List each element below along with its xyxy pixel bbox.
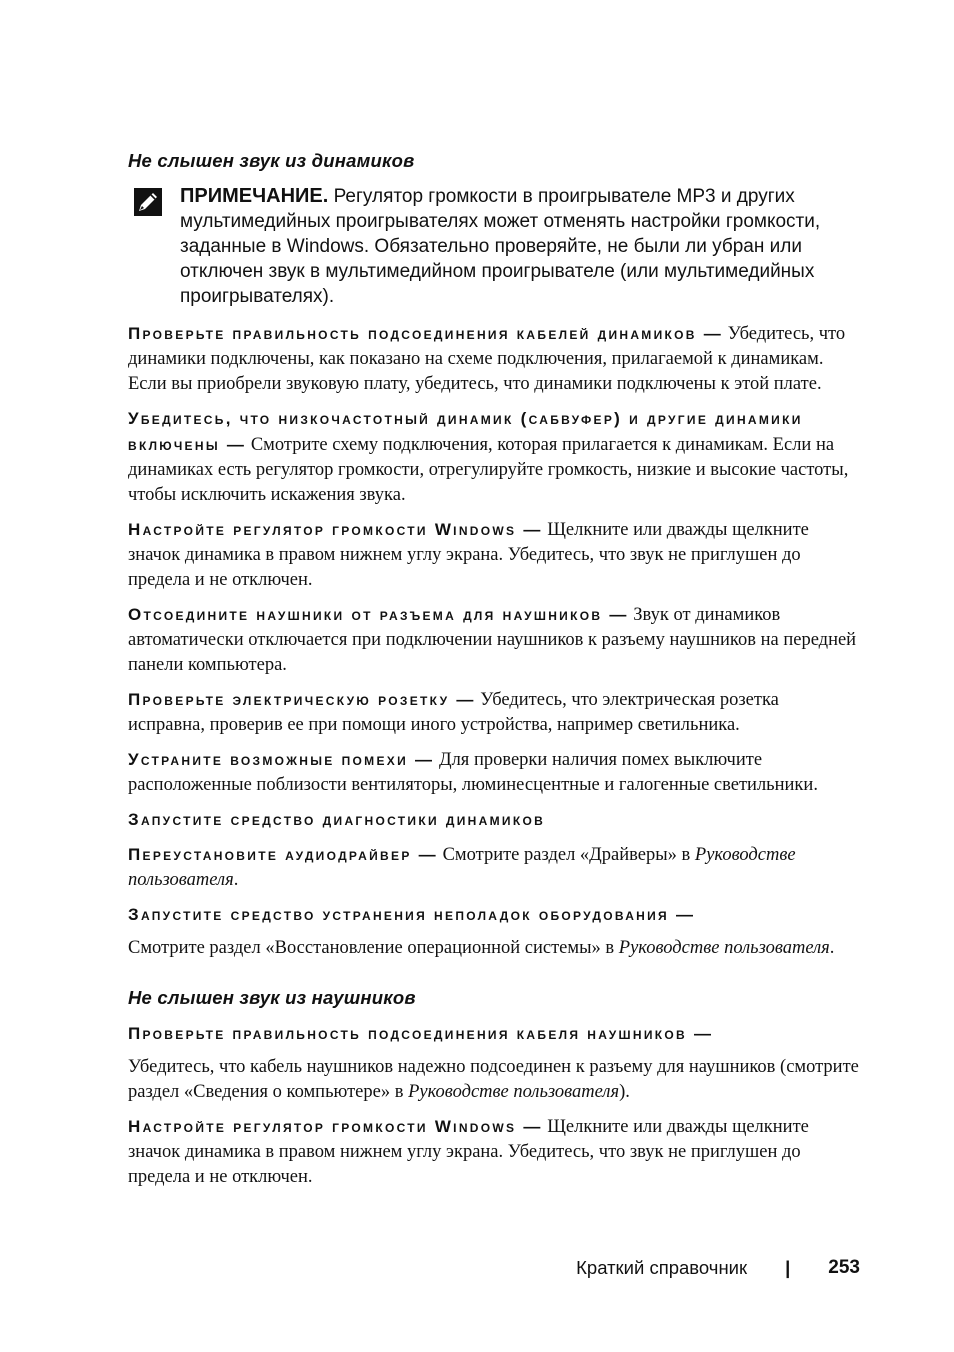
page-number: 253 [828, 1257, 860, 1278]
entry-italic-ref: Руководстве пользователя [128, 845, 796, 890]
entry-body: Щелкните или дважды щелкните значок динамика в правом нижнем углу экрана. Убедитесь, что звук не приглушен до предела и не отключен. [128, 1117, 809, 1187]
page-footer [576, 1257, 860, 1279]
section-title-speakers: Не слышен звук из динамиков [128, 150, 415, 171]
entry-5 [128, 747, 860, 798]
entry-headphone-volume [128, 1114, 860, 1190]
entry-2 [128, 517, 860, 593]
entry-4 [128, 687, 860, 738]
entry-body: Убедитесь, что кабель наушников надежно подсоединен к разъему для наушников (смотрите раздел «Сведения о компьютере» в [128, 1057, 859, 1102]
entry-heading: Проверьте правильность подсоединения кабелей динамиков — [128, 324, 724, 343]
entry-italic-ref: Руководстве пользователя [618, 938, 830, 958]
entry-troubleshooter [128, 902, 860, 961]
entry-heading: Запустите средство диагностики динамиков [128, 810, 546, 829]
entry-3 [128, 602, 860, 678]
entry-heading: Проверьте правильность подсоединения кабеля наушников — [128, 1024, 714, 1043]
entry-heading: Убедитесь, что низкочастотный динамик (сабвуфер) и другие динамики включены — [128, 409, 803, 454]
note-body: Регулятор громкости в проигрывателе MP3 и других мультимедийных проигрывателях может отменять настройки громкости, заданные в Windows. Обязательно проверяйте, не были ли убран или отключен звук в мультимедийном проигрывателе (или мультимедийных проигрывателях). [180, 186, 821, 307]
entry-italic-ref: Руководстве пользователя [408, 1082, 620, 1102]
entry-body: Убедитесь, что электрическая розетка исправна, проверив ее при помощи иного устройства, например светильника. [128, 690, 779, 735]
entry-heading: Устраните возможные помехи — [128, 750, 435, 769]
entry-heading: Отсоедините наушники от разъема для наушников — [128, 605, 629, 624]
footer-separator: | [785, 1257, 791, 1278]
entry-body: Смотрите схему подключения, которая прилагается к динамикам. Если на динамиках есть регулятор громкости, отрегулируйте громкость, низкие и высокие частоты, чтобы исключить искажения звука. [128, 435, 849, 505]
entry-heading: Запустите средство устранения неполадок оборудования — [128, 905, 696, 924]
entry-1 [128, 406, 860, 508]
section-title-headphones: Не слышен звук из наушников [128, 987, 416, 1008]
entry-body: Убедитесь, что динамики подключены, как показано на схеме подключения, прилагаемой к динамикам. Если вы приобрели звуковую плату, убедитесь, что динамики подключены к этой плате. [128, 324, 846, 394]
entry-diagnostics [128, 807, 860, 833]
entry-headphone-cable [128, 1021, 860, 1105]
entry-0 [128, 321, 860, 397]
note-block [128, 184, 860, 309]
entry-heading: Настройте регулятор громкости Windows — [128, 520, 543, 539]
pencil-note-icon [134, 188, 162, 216]
entry-body: Для проверки наличия помех выключите расположенные поблизости вентиляторы, люминесцентные и галогенные светильники. [128, 750, 818, 795]
entry-heading: Настройте регулятор громкости Windows — [128, 1117, 543, 1136]
entry-heading: Проверьте электрическую розетку — [128, 690, 476, 709]
page-content [128, 150, 860, 1199]
entry-body: Щелкните или дважды щелкните значок динамика в правом нижнем углу экрана. Убедитесь, что звук не приглушен до предела и не отключен. [128, 520, 809, 590]
entry-end: . [233, 870, 239, 890]
note-text [180, 184, 860, 309]
footer-book-title: Краткий справочник [576, 1257, 748, 1278]
entry-body: Звук от динамиков автоматически отключается при подключении наушников к разъему наушников на передней панели компьютера. [128, 605, 857, 675]
entry-end: . [829, 938, 835, 958]
note-label: ПРИМЕЧАНИЕ. [180, 185, 329, 207]
entry-end: ). [619, 1082, 630, 1102]
entry-body: Смотрите раздел «Драйверы» в [437, 845, 695, 865]
entry-body: Смотрите раздел «Восстановление операционной системы» в [128, 938, 619, 958]
entry-driver [128, 842, 860, 893]
entry-heading: Переустановите аудиодрайвер — [128, 845, 438, 864]
